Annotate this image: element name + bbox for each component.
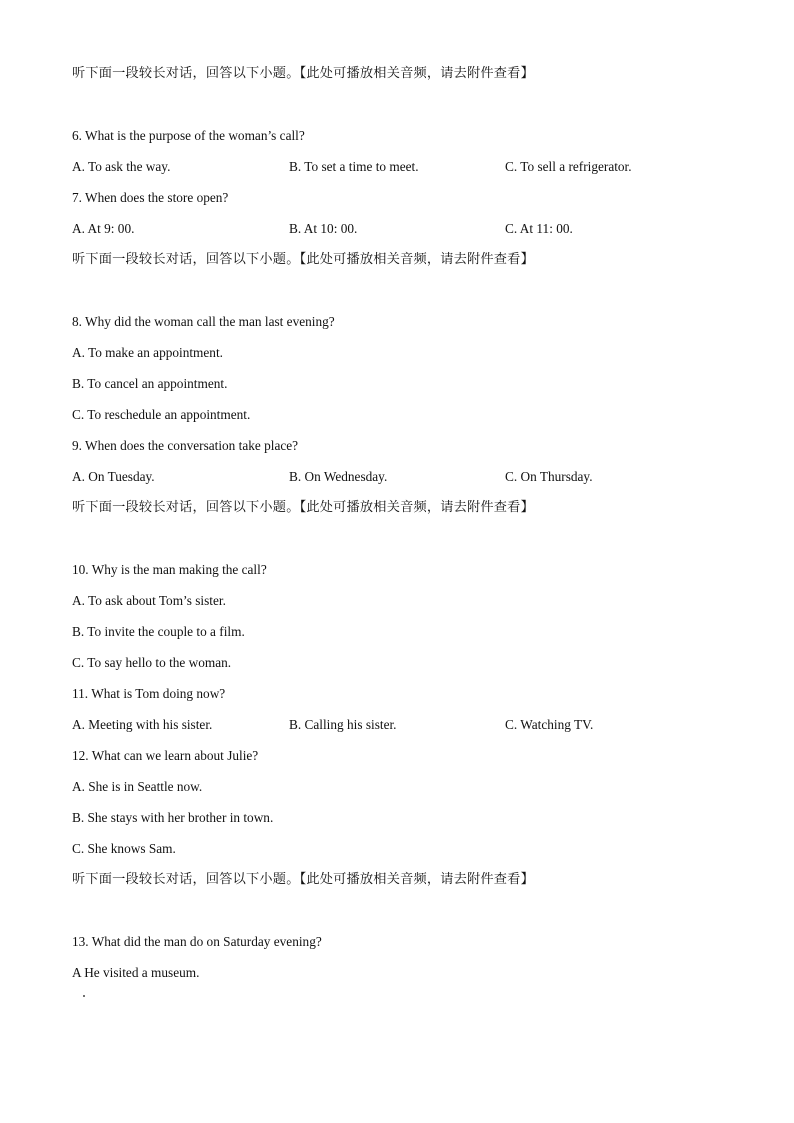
question-stem: 9. When does the conversation take place?: [72, 438, 299, 453]
exam-page: [72, 64, 732, 983]
option-c: C. She knows Sam.: [72, 841, 176, 856]
question-stem: 8. Why did the woman call the man last evening?: [72, 314, 335, 329]
section-instruction: 听下面一段较长对话，回答以下小题。【此处可播放相关音频，请去附件查看】: [72, 872, 534, 887]
option-b: B. She stays with her brother in town.: [72, 810, 274, 825]
option-a: A He visited a museum.: [72, 965, 200, 980]
options-row: [72, 467, 732, 487]
option-c: C. At 11: 00.: [505, 221, 573, 236]
question-stem: 6. What is the purpose of the woman’s call?: [72, 128, 305, 143]
option-a: A. To ask the way.: [72, 159, 171, 174]
option-a: A. To make an appointment.: [72, 345, 223, 360]
question-stem: 7. When does the store open?: [72, 190, 229, 205]
option-a: A. On Tuesday.: [72, 469, 155, 484]
option-c: C. To reschedule an appointment.: [72, 407, 251, 422]
question-stem: 10. Why is the man making the call?: [72, 562, 267, 577]
option-c: C. Watching TV.: [505, 717, 594, 732]
option-b: B. To set a time to meet.: [289, 159, 419, 174]
question-stem: 11. What is Tom doing now?: [72, 686, 226, 701]
options-row: [72, 715, 732, 735]
section-instruction: 听下面一段较长对话，回答以下小题。【此处可播放相关音频，请去附件查看】: [72, 66, 534, 81]
question-stem: 13. What did the man do on Saturday evening?: [72, 934, 322, 949]
option-c: C. To sell a refrigerator.: [505, 159, 632, 174]
section-instruction: 听下面一段较长对话，回答以下小题。【此处可播放相关音频，请去附件查看】: [72, 500, 534, 515]
options-row: [72, 157, 732, 177]
options-row: [72, 219, 732, 239]
option-b: B. To cancel an appointment.: [72, 376, 228, 391]
option-b: B. To invite the couple to a film.: [72, 624, 245, 639]
option-c: C. To say hello to the woman.: [72, 655, 232, 670]
option-b: B. At 10: 00.: [289, 221, 358, 236]
option-a: A. To ask about Tom’s sister.: [72, 593, 226, 608]
option-c: C. On Thursday.: [505, 469, 593, 484]
option-b: B. Calling his sister.: [289, 717, 397, 732]
question-stem: 12. What can we learn about Julie?: [72, 748, 259, 763]
option-a: A. She is in Seattle now.: [72, 779, 203, 794]
stray-mark: [83, 995, 85, 997]
option-a: A. At 9: 00.: [72, 221, 135, 236]
option-a: A. Meeting with his sister.: [72, 717, 213, 732]
section-instruction: 听下面一段较长对话，回答以下小题。【此处可播放相关音频，请去附件查看】: [72, 252, 534, 267]
option-b: B. On Wednesday.: [289, 469, 388, 484]
